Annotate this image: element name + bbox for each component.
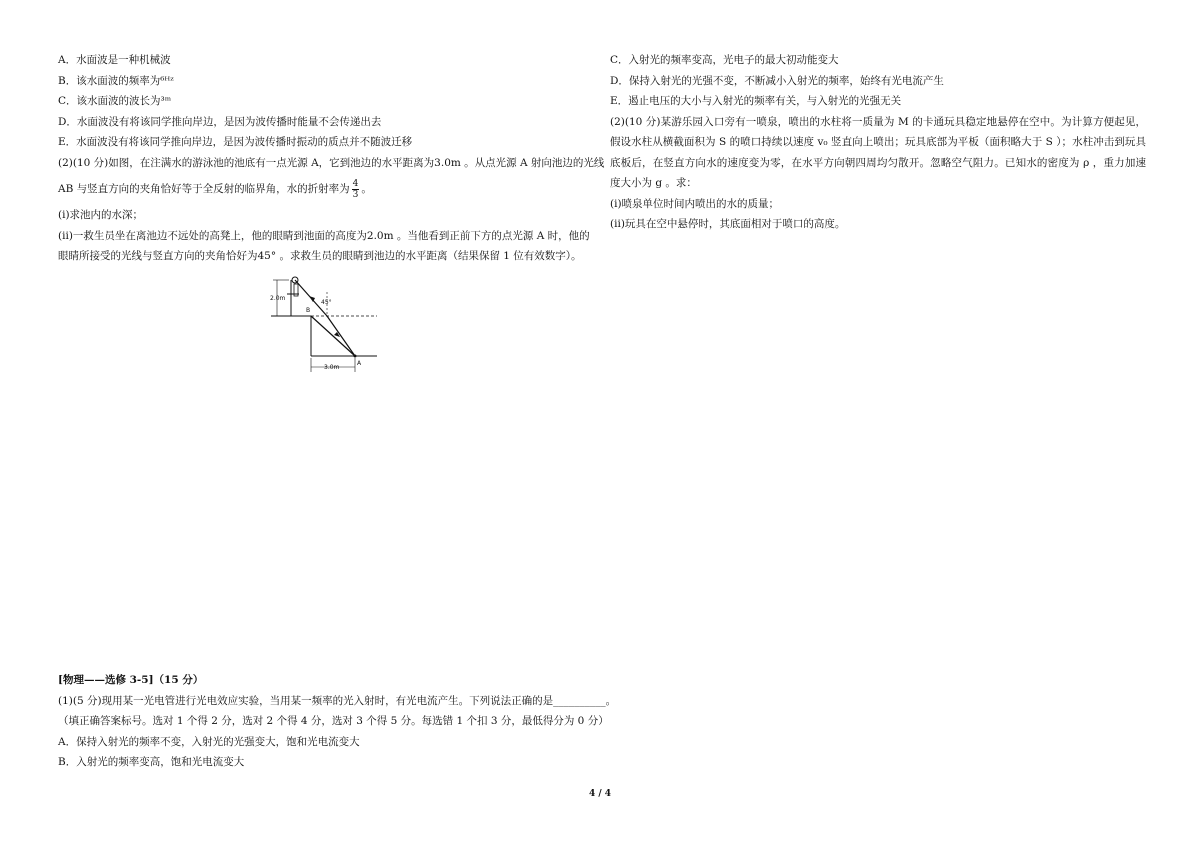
fountain-question-part-i: (i)喷泉单位时间内喷出的水的质量； xyxy=(610,197,780,210)
option-d-right: D．保持入射光的光强不变，不断减小入射光的频率，始终有光电流产生 xyxy=(610,74,944,87)
pool-diagram xyxy=(265,274,380,374)
page-number: 4 / 4 xyxy=(588,789,612,799)
option-e: E．水面波没有将该同学推向岸边，是因为波传播时振动的质点并不随波迁移 xyxy=(58,136,413,148)
photoelectric-question-line-1: (1)(5 分)现用某一光电管进行光电效应实验，当用某一频率的光入射时，有光电流产生。下列说法正确的是__________。 xyxy=(58,694,617,707)
photoelectric-option-a: A．保持入射光的频率不变，入射光的光强变大，饱和光电流变大 xyxy=(58,735,360,748)
fraction-denominator: 3 xyxy=(352,189,359,200)
option-c: C．该水面波的波长为³ᵐ xyxy=(58,95,172,107)
option-e-right: E．遏止电压的大小与入射光的频率有关，与入射光的光强无关 xyxy=(610,95,902,107)
refractive-index-fraction xyxy=(352,179,360,200)
angle-label: 45° xyxy=(321,299,332,306)
option-c-right: C．入射光的频率变高，光电子的最大初动能变大 xyxy=(610,54,839,66)
left-column xyxy=(58,50,605,267)
light-source-point xyxy=(354,355,357,358)
question-2-part-ii-line-1: (ii)一救生员坐在离池边不远处的高凳上，他的眼睛到池面的高度为2.0m 。当他看到正前下方的点光源 A 时，他的 xyxy=(58,229,590,242)
option-b: B．该水面波的频率为⁶ᴴᶻ xyxy=(58,74,174,87)
width-label: 3.0m xyxy=(324,364,340,371)
question-2-line-1: (2)(10 分)如图，在注满水的游泳池的池底有一点光源 A，它到池边的水平距离为3.0m 。从点光源 A 射向池边的光线 xyxy=(58,156,605,169)
question-2-line-2-end: 。 xyxy=(361,183,372,195)
photoelectric-question-line-2: （填正确答案标号。选对 1 个得 2 分，选对 2 个得 4 分，选对 3 个得 5 分。每选错 1 个扣 3 分，最低得分为 0 分） xyxy=(58,715,609,727)
section-3-5 xyxy=(58,670,618,773)
question-2-part-i: (i)求池内的水深； xyxy=(58,209,144,221)
point-a-label: A xyxy=(357,360,362,367)
right-column xyxy=(610,50,1146,235)
fountain-question: (2)(10 分)某游乐园入口旁有一喷泉，喷出的水柱将一质量为 M 的卡通玩具稳定地悬停在空中。为计算方便起见，假设水柱从横截面积为 S 的喷口持续以速度 v₀ 竖直向上喷出；玩具底部为平板（面积略大于 S ）；水柱冲击到玩具底板后，在竖直方向水的速度变为零，在水平方向朝四周均匀散开。忽略空气阻力。已知水的密度为 ρ ，重力加速度大小为 g 。求： xyxy=(610,115,1146,189)
ray-ab xyxy=(311,316,355,356)
section-heading: [物理——选修 3-5]（15 分） xyxy=(58,674,204,686)
fountain-question-part-ii: (ii)玩具在空中悬停时，其底面相对于喷口的高度。 xyxy=(610,218,846,230)
pool-figure xyxy=(265,274,380,374)
point-b-label: B xyxy=(306,307,311,314)
fraction-numerator: 4 xyxy=(352,178,359,189)
height-label: 2.0m xyxy=(270,295,286,302)
option-d: D．水面波没有将该同学推向岸边，是因为波传播时能量不会传递出去 xyxy=(58,115,382,128)
question-2-line-2 xyxy=(58,173,598,205)
option-a: A．水面波是一种机械波 xyxy=(58,54,171,66)
question-2-line-2-text: AB 与竖直方向的夹角恰好等于全反射的临界角，水的折射率为 xyxy=(58,183,350,195)
question-2-part-ii-line-2: 眼睛所接受的光线与竖直方向的夹角恰好为45° 。求救生员的眼睛到池边的水平距离（结果保留 1 位有效数字）。 xyxy=(58,250,582,262)
ray-in-water xyxy=(327,316,355,356)
photoelectric-option-b: B．入射光的频率变高，饱和光电流变大 xyxy=(58,756,245,768)
